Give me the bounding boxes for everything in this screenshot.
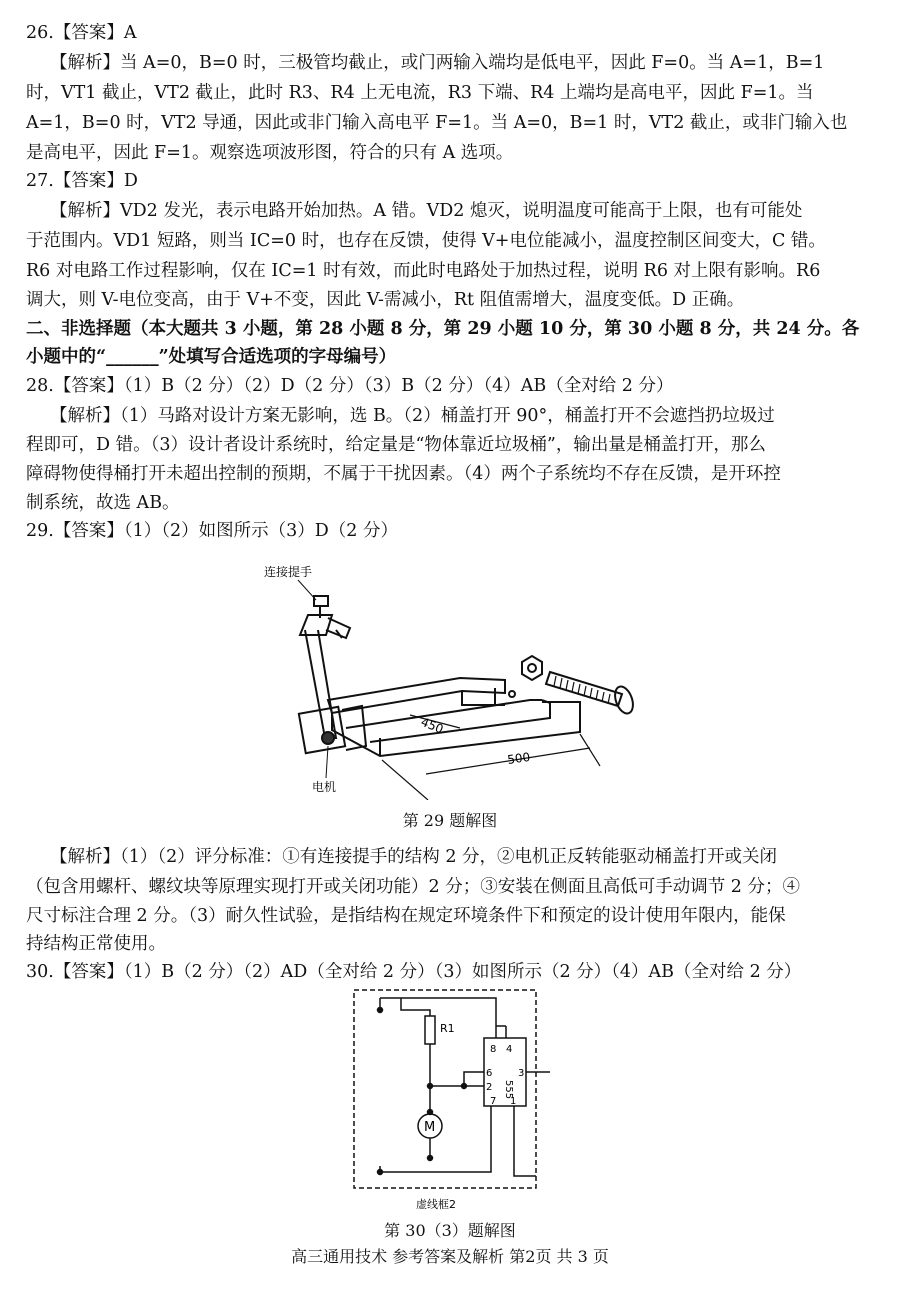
q26-analysis-line: 是高电平，因此 F=1。观察选项波形图，符合的只有 A 选项。 [26, 143, 514, 163]
label-motor: 电机 [312, 780, 337, 794]
section-heading: 二、非选择题（本大题共 3 小题，第 28 小题 8 分，第 29 小题 10 分，第 30 小题 8 分，共 24 分。各 [26, 319, 860, 339]
q26-analysis-line: 【解析】当 A=0，B=0 时，三极管均截止，或门两输入端均是低电平，因此 F=0。当 A=1，B=1 [50, 53, 825, 73]
label-dashed-box: 虚线框2 [416, 1198, 456, 1211]
q27-analysis-line: 于范围内。VD1 短路，则当 IC=0 时，也存在反馈，使得 V+电位能减小，温度控制区间变大，C 错。 [26, 231, 826, 251]
hole [509, 691, 515, 697]
label-r1: R1 [440, 1022, 455, 1035]
pin-4: 4 [506, 1044, 513, 1055]
q29-analysis-line: 持结构正常使用。 [26, 934, 166, 954]
nut [522, 656, 542, 680]
q28-analysis-line: 障碍物使得桶打开未超出控制的预期，不属于干扰因素。（4）两个子系统均不存在反馈，是开环控 [26, 464, 781, 484]
q29-analysis-line: （包含用螺杆、螺纹块等原理实现打开或关闭功能）2 分；③安装在侧面且高低可手动调节 2 分；④ [26, 877, 800, 897]
q29-answer: 29.【答案】（1）（2）如图所示（3）D（2 分） [26, 521, 398, 541]
q26-analysis-line: A=1，B=0 时，VT2 导通，因此或非门输入高电平 F=1。当 A=0，B=1 时，VT2 截止，或非门输入也 [26, 113, 848, 133]
q28-analysis-line: 【解析】（1）马路对设计方案无影响，选 B。（2）桶盖打开 90°，桶盖打开不会遮挡扔垃圾过 [50, 406, 775, 426]
q27-analysis-line: 【解析】VD2 发光，表示电路开始加热。A 错。VD2 熄灭，说明温度可能高于上限，也有可能处 [50, 201, 803, 221]
figure-29 [250, 560, 720, 800]
pin-3: 3 [518, 1068, 525, 1079]
q30-answer: 30.【答案】（1）B（2 分）（2）AD（全对给 2 分）（3）如图所示（2 分）（4）AB（全对给 2 分） [26, 962, 802, 982]
dim-450: 450 [418, 714, 446, 737]
top-rail [380, 998, 496, 1026]
pin-1: 1 [510, 1096, 517, 1107]
r1-resistor [425, 1016, 435, 1044]
label-555: 555 [503, 1080, 514, 1100]
page-footer: 高三通用技术 参考答案及解析 第2页 共 3 页 [291, 1247, 609, 1266]
q28-answer: 28.【答案】（1）B（2 分）（2）D（2 分）（3）B（2 分）（4）AB（全对给 2 分） [26, 376, 674, 396]
q28-analysis-line: 制系统，故选 AB。 [26, 493, 180, 513]
dim-500: 500 [506, 749, 532, 767]
q29-analysis-line: 尺寸标注合理 2 分。（3）耐久性试验，是指结构在规定环境条件下和预定的设计使用年限内，能保 [26, 906, 786, 926]
dimension-lines [382, 715, 600, 800]
q28-analysis-line: 程即可，D 错。（3）设计者设计系统时，给定量是“物体靠近垃圾桶”，输出量是桶盖打开，那么 [26, 435, 766, 455]
section-heading: 小题中的“______”处填写合适选项的字母编号） [26, 347, 397, 367]
q27-analysis-line: R6 对电路工作过程影响，仅在 IC=1 时有效，而此时电路处于加热过程，说明 R6 对上限有影响。R6 [26, 261, 821, 281]
label-motor-m: M [424, 1120, 436, 1135]
q27-answer: 27.【答案】D [26, 171, 138, 191]
q26-analysis-line: 时，VT1 截止，VT2 截止，此时 R3、R4 上无电流，R3 下端、R4 上端均是高电平，因此 F=1。当 [26, 83, 814, 103]
pin-8: 8 [490, 1044, 497, 1055]
q27-analysis-line: 调大，则 V-电位变高，由于 V+不变，因此 V-需减小，Rt 阻值需增大，温度变低。D 正确。 [26, 290, 745, 310]
q26-answer: 26.【答案】A [26, 23, 137, 43]
label-handle: 连接提手 [264, 565, 313, 579]
figure-30-circuit [346, 986, 556, 1216]
handle-arm [300, 596, 350, 738]
figure-29-caption: 第 29 题解图 [402, 811, 498, 830]
pin-6: 6 [486, 1068, 493, 1079]
pin-7: 7 [490, 1096, 497, 1107]
q29-analysis-line: 【解析】（1）（2）评分标准：①有连接提手的结构 2 分，②电机正反转能驱动桶盖打开或关闭 [50, 847, 778, 867]
figure-30-caption: 第 30（3）题解图 [384, 1221, 516, 1240]
pin-2: 2 [486, 1082, 493, 1093]
